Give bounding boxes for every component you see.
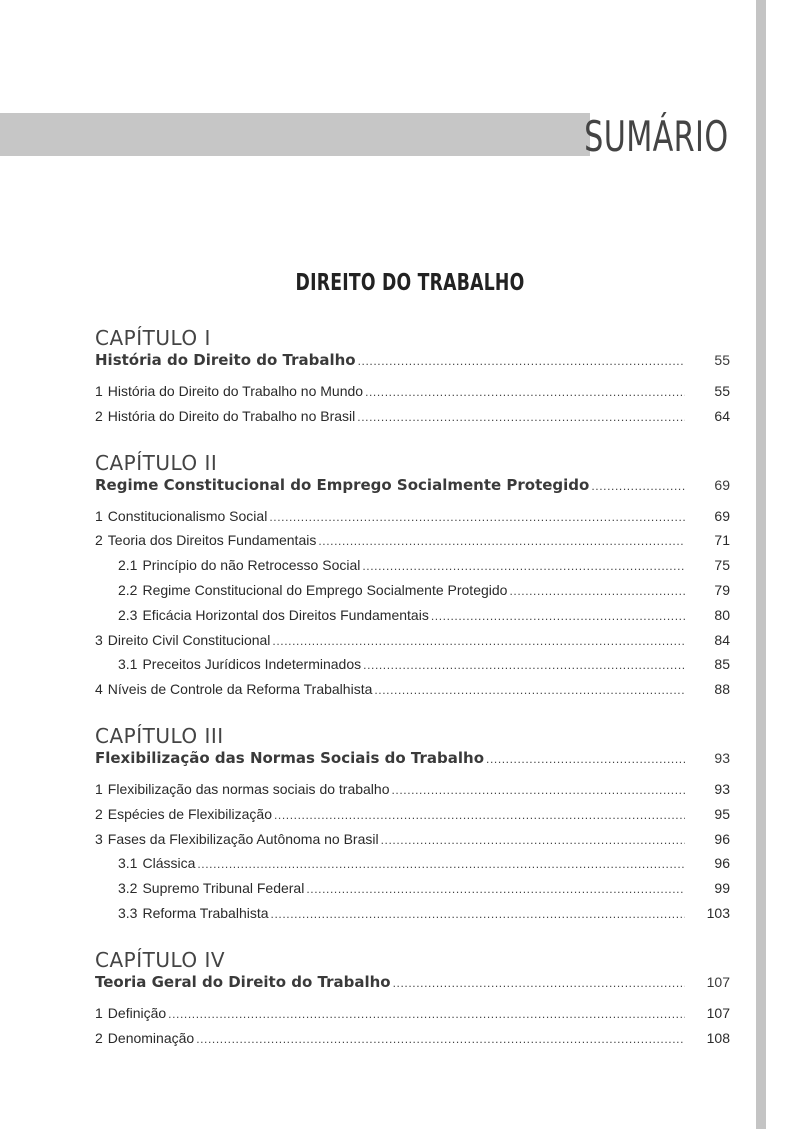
chapter-label: CAPÍTULO III	[95, 723, 224, 748]
chapter-title: Teoria Geral do Direito do Trabalho	[95, 972, 391, 991]
entry-title: Espécies de Flexibilização	[107, 805, 272, 822]
entry-number: 3.1	[118, 656, 138, 673]
entry-title: História do Direito do Trabalho no Mundo	[107, 383, 364, 399]
page-number: 103	[706, 904, 730, 921]
entry-title: Preceitos Jurídicos Indeterminados	[142, 656, 362, 673]
page-number: 85	[714, 656, 730, 673]
entry-number: 1	[95, 780, 103, 797]
dot-leader	[365, 380, 685, 405]
page-number: 75	[714, 557, 730, 574]
page-number: 93	[714, 749, 730, 766]
page-number: 107	[706, 973, 730, 990]
dot-leader	[381, 828, 685, 853]
entry-number: 2	[95, 1029, 103, 1046]
chapter-title-row[interactable]	[95, 748, 730, 772]
chapter-title: História do Direito do Trabalho	[95, 351, 356, 369]
page-edge-stripe	[756, 0, 766, 1129]
entry-number: 3.3	[118, 904, 138, 921]
dot-leader	[362, 554, 685, 579]
entry-title: Princípio do não Retrocesso Social	[142, 557, 361, 574]
entry-number: 2.2	[118, 581, 138, 598]
entry-title: Flexibilização das normas sociais do trabalho	[107, 780, 390, 797]
chapter-block	[95, 451, 730, 702]
header-bar	[0, 113, 590, 156]
dot-leader	[392, 778, 686, 803]
entry-title: Definição	[107, 1004, 167, 1021]
dot-leader	[591, 476, 685, 496]
entry-title: Reforma Trabalhista	[142, 904, 269, 921]
entry-number: 1	[95, 507, 103, 524]
entry-title: Direito Civil Constitucional	[107, 631, 271, 648]
toc-entry[interactable]	[95, 677, 730, 702]
toc-entry[interactable]	[95, 851, 730, 876]
page-number: 108	[706, 1029, 730, 1046]
chapter-title: Regime Constitucional do Emprego Socialmente Protegido	[95, 475, 590, 494]
entry-title: História do Direito do Trabalho no Brasil	[107, 407, 356, 424]
toc-entry[interactable]	[95, 379, 730, 404]
dot-leader	[271, 902, 685, 927]
entry-title: Clássica	[142, 855, 196, 872]
chapter-title-row[interactable]	[95, 350, 730, 374]
toc-entry[interactable]	[95, 652, 730, 677]
dot-leader	[274, 803, 685, 828]
dot-leader	[197, 852, 685, 877]
toc-entry[interactable]	[95, 578, 730, 603]
entry-number: 3.2	[118, 880, 138, 897]
dot-leader	[431, 604, 685, 629]
entry-number: 2.1	[118, 557, 138, 574]
page-number: 93	[714, 780, 730, 797]
page-number: 80	[714, 606, 730, 623]
entry-number: 3	[95, 830, 103, 847]
chapter-title-row[interactable]	[95, 972, 730, 996]
entry-number: 4	[95, 681, 103, 698]
dot-leader	[272, 629, 685, 654]
page-number: 84	[714, 631, 730, 648]
toc-entry[interactable]	[95, 628, 730, 653]
toc-entry[interactable]	[95, 404, 730, 429]
toc-entry[interactable]	[95, 504, 730, 529]
entry-number: 1	[95, 1004, 103, 1021]
dot-leader	[168, 1002, 685, 1027]
entry-title: Teoria dos Direitos Fundamentais	[107, 532, 317, 549]
entry-title: Fases da Flexibilização Autônoma no Brasil	[107, 830, 379, 847]
page-number: 64	[714, 407, 730, 424]
dot-leader	[269, 505, 685, 530]
page-number: 107	[706, 1004, 730, 1021]
entry-title: Eficácia Horizontal dos Direitos Fundamentais	[142, 606, 429, 623]
dot-leader	[374, 678, 685, 703]
page-number: 55	[714, 352, 730, 368]
toc-entry[interactable]	[95, 528, 730, 553]
dot-leader	[363, 653, 685, 678]
page-number: 96	[714, 855, 730, 872]
page-number: 88	[714, 681, 730, 698]
page-title: SUMÁRIO	[583, 112, 728, 161]
chapter-label: CAPÍTULO IV	[95, 947, 226, 972]
toc-entry[interactable]	[95, 603, 730, 628]
dot-leader	[509, 579, 685, 604]
toc-entry[interactable]	[95, 827, 730, 852]
page-number: 79	[714, 581, 730, 598]
entry-number: 2	[95, 407, 103, 424]
entry-number: 2.3	[118, 606, 138, 623]
chapter-block	[95, 948, 730, 1051]
chapter-block	[95, 724, 730, 926]
toc-entry[interactable]	[95, 553, 730, 578]
entry-number: 2	[95, 532, 103, 549]
dot-leader	[358, 351, 685, 371]
entry-title: Supremo Tribunal Federal	[142, 880, 305, 897]
chapter-title: Flexibilização das Normas Sociais do Trabalho	[95, 748, 485, 767]
entry-number: 1	[95, 383, 103, 399]
table-of-contents	[95, 326, 730, 1072]
toc-entry[interactable]	[95, 802, 730, 827]
chapter-block	[95, 326, 730, 429]
part-title: DIREITO DO TRABALHO	[295, 270, 525, 296]
entry-title: Denominação	[107, 1029, 195, 1046]
dot-leader	[486, 749, 685, 769]
entry-title: Níveis de Controle da Reforma Trabalhista	[107, 681, 373, 698]
dot-leader	[393, 973, 685, 993]
toc-entry[interactable]	[95, 901, 730, 926]
entry-number: 2	[95, 805, 103, 822]
entry-title: Regime Constitucional do Emprego Socialmente Protegido	[142, 581, 508, 598]
toc-entry[interactable]	[95, 876, 730, 901]
page-number: 95	[714, 805, 730, 822]
page-number: 96	[714, 830, 730, 847]
page-number: 55	[714, 383, 730, 399]
page-number: 69	[714, 507, 730, 524]
toc-entry[interactable]	[95, 1026, 730, 1051]
dot-leader	[318, 529, 685, 554]
dot-leader	[196, 1027, 685, 1052]
page-number: 69	[714, 476, 730, 493]
entry-number: 3	[95, 631, 103, 648]
entry-title: Constitucionalismo Social	[107, 507, 268, 524]
chapter-label: CAPÍTULO II	[95, 450, 218, 475]
toc-entry[interactable]	[95, 777, 730, 802]
dot-leader	[306, 877, 685, 902]
page-number: 99	[714, 880, 730, 897]
dot-leader	[357, 405, 685, 430]
toc-entry[interactable]	[95, 1001, 730, 1026]
chapter-label: CAPÍTULO I	[95, 326, 211, 350]
entry-number: 3.1	[118, 855, 138, 872]
chapter-title-row[interactable]	[95, 475, 730, 499]
page-number: 71	[714, 532, 730, 549]
